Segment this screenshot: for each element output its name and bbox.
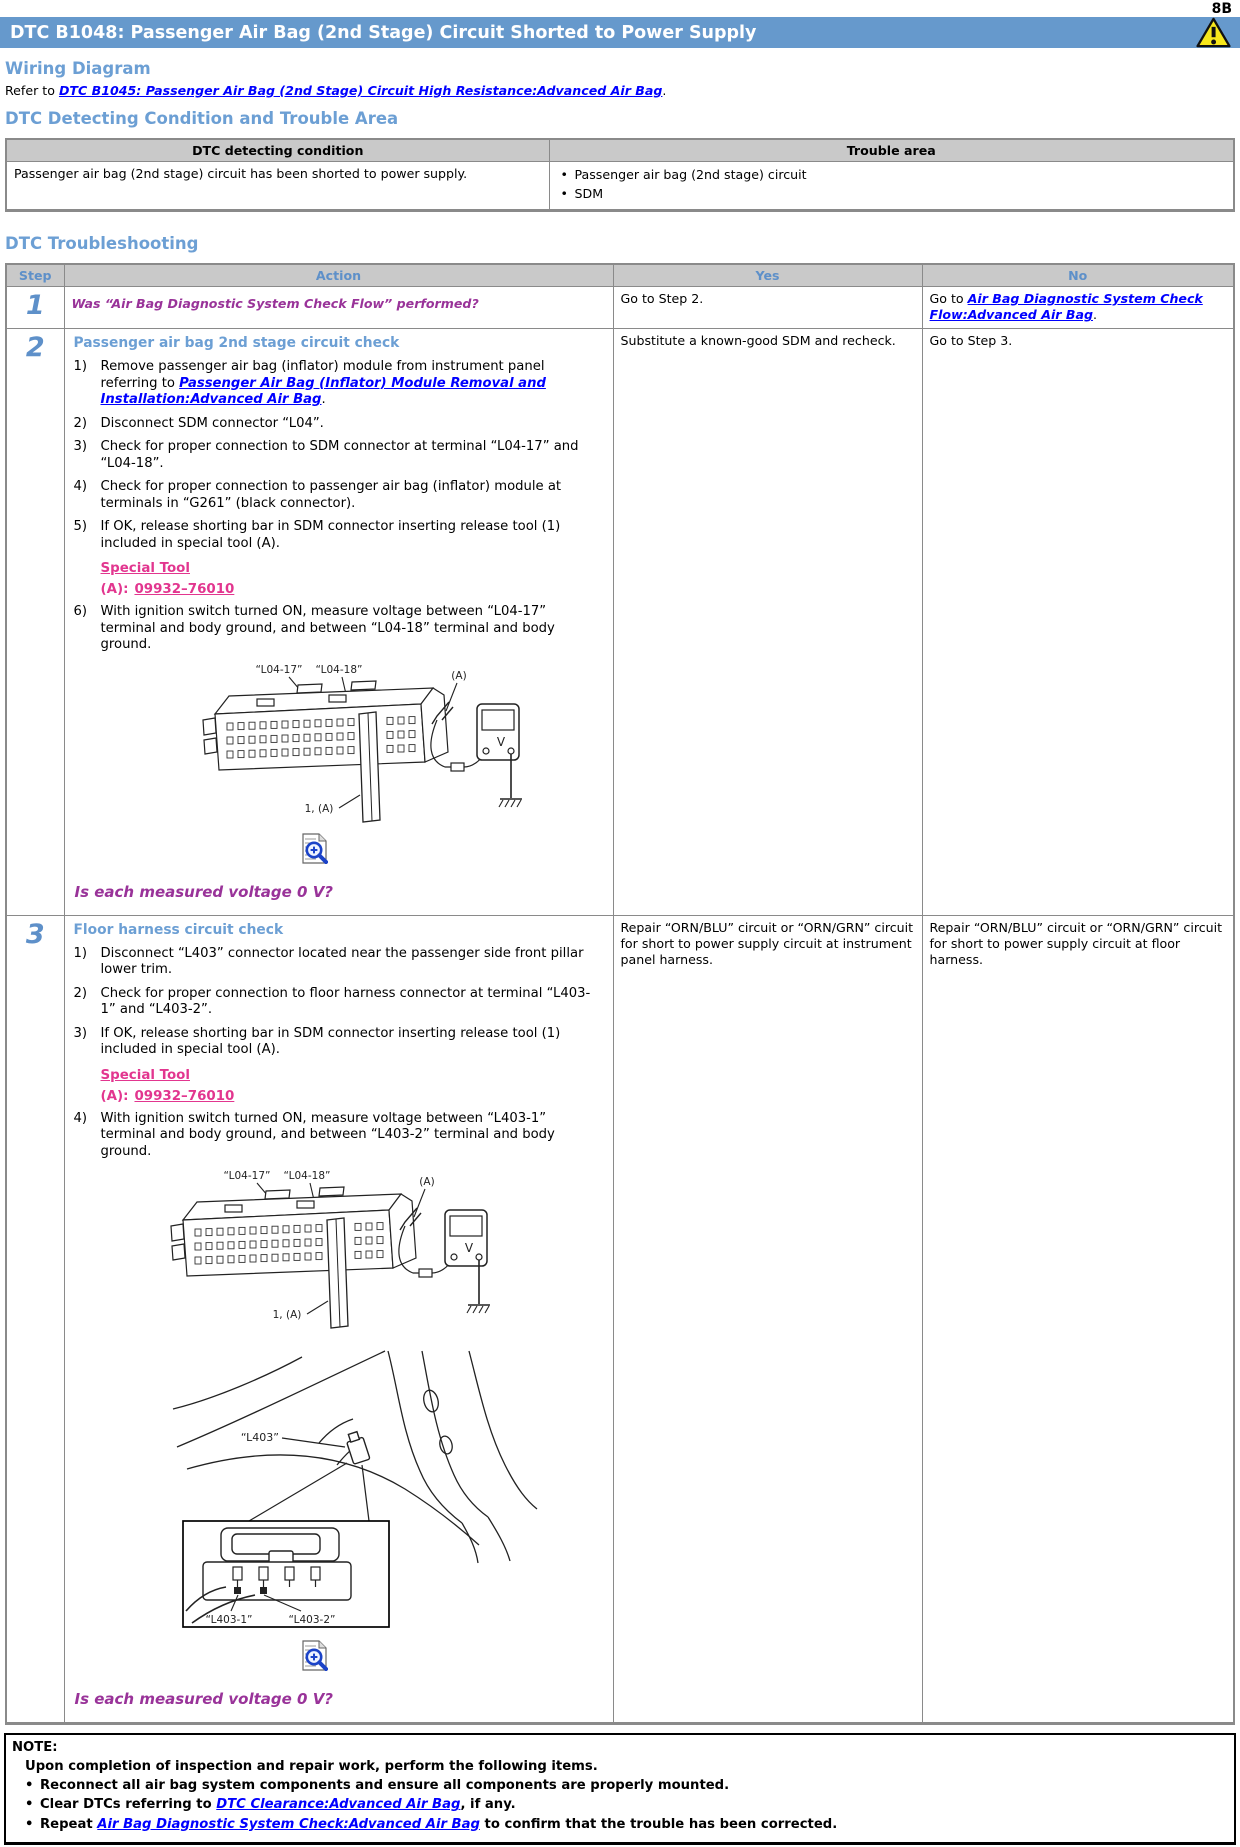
step3-yes-cell: Repair “ORN/BLU” circuit or “ORN/GRN” circuit for short to power supply circuit at instrument panel harness. xyxy=(613,915,922,1724)
trouble-area-item: • Passenger air bag (2nd stage) circuit xyxy=(561,167,1227,182)
release-tool xyxy=(359,712,380,822)
note-bullet xyxy=(25,1815,1226,1834)
wiring-diagram-heading: Wiring Diagram xyxy=(5,59,151,78)
link-dtc-b1045[interactable]: DTC B1045: Passenger Air Bag (2nd Stage) Circuit High Resistance:Advanced Air Bag xyxy=(58,83,663,98)
list-item xyxy=(74,986,605,1019)
step-row-3 xyxy=(6,915,1234,1724)
figure-label-tool: 1, (A) xyxy=(304,802,333,815)
col-header-step: Step xyxy=(6,264,64,287)
trouble-area-item: • SDM xyxy=(561,186,1227,201)
item-text: With ignition switch turned ON, measure voltage between “L403-1” terminal and body ground, and between “L403-2” terminal and body ground. xyxy=(100,1110,555,1159)
list-item xyxy=(74,439,605,472)
item-text: Check for proper connection to floor harness connector at terminal “L403-1” and “L403-2”. xyxy=(100,985,591,1017)
item-text: If OK, release shorting bar in SDM connector inserting release tool (1) included in special tool (A). xyxy=(100,1025,561,1057)
item-text: With ignition switch turned ON, measure voltage between “L04-17” terminal and body ground, and between “L04-18” terminal and body ground. xyxy=(100,604,555,652)
item-text: If OK, release shorting bar in SDM connector inserting release tool (1) included in special tool (A). xyxy=(100,519,561,551)
figure-label-l403-1: “L403-1” xyxy=(205,1614,252,1626)
item-number: 3) xyxy=(73,439,88,454)
note-text: Reconnect all air bag system components and ensure all components are properly mounted. xyxy=(40,1778,730,1794)
troubleshooting-heading: DTC Troubleshooting xyxy=(5,234,199,253)
list-item xyxy=(74,604,605,654)
item-text: Disconnect “L403” connector located near the passenger side front pillar lower trim. xyxy=(100,945,584,977)
voltmeter-icon xyxy=(445,1210,490,1313)
list-item xyxy=(74,1111,605,1161)
step1-no-cell xyxy=(922,287,1234,329)
detecting-condition-cell: Passenger air bag (2nd stage) circuit has been shorted to power supply. xyxy=(6,162,549,211)
item-number: 1) xyxy=(73,945,88,961)
table-row xyxy=(6,162,1234,211)
link-dtc-clearance[interactable]: DTC Clearance:Advanced Air Bag xyxy=(216,1797,461,1813)
item-number: 3) xyxy=(73,1025,88,1041)
list-item xyxy=(74,359,605,409)
figure-label-probe-a: (A) xyxy=(418,1176,435,1188)
detecting-condition-table xyxy=(5,138,1235,212)
zoom-icon[interactable] xyxy=(301,1640,328,1674)
col-header-trouble-area: Trouble area xyxy=(549,139,1234,162)
step2-title: Passenger air bag 2nd stage circuit check xyxy=(73,335,400,351)
list-item xyxy=(74,519,605,552)
note-box xyxy=(4,1733,1236,1845)
sdm-connector-figure xyxy=(169,1168,605,1333)
step3-no-cell: Repair “ORN/BLU” circuit or “ORN/GRN” circuit for short to power supply circuit at floor harness. xyxy=(922,915,1234,1724)
step2-yes-cell: Substitute a known-good SDM and recheck. xyxy=(613,329,922,916)
step3-question: Is each measured voltage 0 V? xyxy=(74,1690,334,1708)
voltmeter-icon xyxy=(477,704,522,807)
col-header-action: Action xyxy=(64,264,613,287)
step2-question: Is each measured voltage 0 V? xyxy=(74,882,334,901)
pillar-connector-figure xyxy=(169,1347,605,1634)
special-tool-block xyxy=(101,1067,605,1104)
no-suffix: . xyxy=(1092,307,1097,323)
note-text: Clear DTCs referring to xyxy=(40,1797,217,1813)
step3-action-cell xyxy=(64,915,613,1724)
col-header-detecting-condition: DTC detecting condition xyxy=(6,139,549,162)
link-pab-module-removal[interactable]: Passenger Air Bag (Inflator) Module Removal and Installation:Advanced Air Bag xyxy=(100,375,546,407)
col-header-no: No xyxy=(922,264,1234,287)
refer-prefix: Refer to xyxy=(5,83,59,98)
page-title: DTC B1048: Passenger Air Bag (2nd Stage) Circuit Shorted to Power Supply xyxy=(10,22,757,43)
link-special-tool[interactable]: Special Tool xyxy=(100,1067,190,1083)
step-row-1 xyxy=(6,287,1234,329)
detecting-heading: DTC Detecting Condition and Trouble Area xyxy=(5,109,399,128)
link-special-tool-number[interactable]: 09932–76010 xyxy=(134,1088,235,1104)
no-prefix: Go to xyxy=(929,291,968,306)
list-item xyxy=(74,416,605,433)
special-tool-key: (A): xyxy=(100,1088,129,1104)
link-airbag-diag-check-flow[interactable]: Air Bag Diagnostic System Check Flow:Advanced Air Bag xyxy=(929,291,1203,323)
step3-title: Floor harness circuit check xyxy=(73,921,284,938)
link-airbag-diag-check[interactable]: Air Bag Diagnostic System Check:Advanced Air Bag xyxy=(97,1816,480,1832)
item-text: Remove passenger air bag (inflator) module from instrument panel referring to xyxy=(100,359,545,391)
figure-label-probe-a: (A) xyxy=(450,669,467,682)
figure-label-l403: “L403” xyxy=(240,1431,279,1444)
sdm-connector-figure xyxy=(201,662,605,827)
item-number: 4) xyxy=(73,1110,88,1126)
trouble-area-cell xyxy=(549,162,1234,211)
wiring-refer-line xyxy=(5,83,1240,98)
figure-label-l04-18: “L04-18” xyxy=(283,1170,330,1182)
step1-yes-cell: Go to Step 2. xyxy=(613,287,922,329)
item-number: 4) xyxy=(73,479,88,494)
link-special-tool-number[interactable]: 09932–76010 xyxy=(134,582,235,597)
figure-label-l04-17: “L04-17” xyxy=(223,1170,270,1182)
step-number: 3 xyxy=(6,915,64,1724)
step-number: 1 xyxy=(6,287,64,329)
figure-label-tool: 1, (A) xyxy=(272,1309,301,1321)
item-number: 5) xyxy=(73,519,88,534)
step1-action-question: Was “Air Bag Diagnostic System Check Flow” performed? xyxy=(64,287,613,329)
item-text: . xyxy=(321,392,326,407)
warning-triangle-icon xyxy=(1194,17,1232,48)
item-text: Check for proper connection to SDM connector at terminal “L04-17” and “L04-18”. xyxy=(100,439,579,471)
zoom-icon[interactable] xyxy=(301,833,328,867)
item-text: Disconnect SDM connector “L04”. xyxy=(100,415,324,431)
item-number: 2) xyxy=(73,415,88,431)
note-bullet xyxy=(25,1795,1226,1814)
item-number: 2) xyxy=(73,985,88,1001)
list-item xyxy=(74,946,605,979)
special-tool-key: (A): xyxy=(100,582,129,597)
col-header-yes: Yes xyxy=(613,264,922,287)
item-number: 6) xyxy=(73,604,88,619)
list-item xyxy=(74,479,605,512)
step2-no-cell: Go to Step 3. xyxy=(922,329,1234,916)
note-label: NOTE: xyxy=(12,1740,58,1755)
note-intro: Upon completion of inspection and repair work, perform the following items. xyxy=(25,1759,598,1775)
note-bullet xyxy=(25,1776,1226,1795)
item-number: 1) xyxy=(73,359,88,374)
dtc-title-bar xyxy=(0,17,1240,48)
voltmeter-label: V xyxy=(496,734,505,749)
step-row-2 xyxy=(6,329,1234,916)
special-tool-block xyxy=(101,560,605,597)
troubleshooting-table xyxy=(5,263,1235,1725)
list-item xyxy=(74,1026,605,1059)
step-number: 2 xyxy=(6,329,64,916)
step2-action-cell xyxy=(64,329,613,916)
link-special-tool[interactable]: Special Tool xyxy=(100,561,190,576)
note-text: Repeat xyxy=(40,1816,98,1832)
release-tool xyxy=(327,1218,348,1328)
note-text: to confirm that the trouble has been corrected. xyxy=(479,1816,838,1832)
note-text: , if any. xyxy=(460,1797,516,1813)
refer-suffix: . xyxy=(662,83,667,98)
item-text: Check for proper connection to passenger air bag (inflator) module at terminals in “G261” (black connector). xyxy=(100,479,562,511)
figure-label-l403-2: “L403-2” xyxy=(288,1614,335,1626)
voltmeter-label: V xyxy=(464,1241,473,1255)
figure-label-l04-17: “L04-17” xyxy=(255,663,302,676)
figure-label-l04-18: “L04-18” xyxy=(315,663,362,676)
page-corner-label: 8B xyxy=(1211,1,1232,17)
